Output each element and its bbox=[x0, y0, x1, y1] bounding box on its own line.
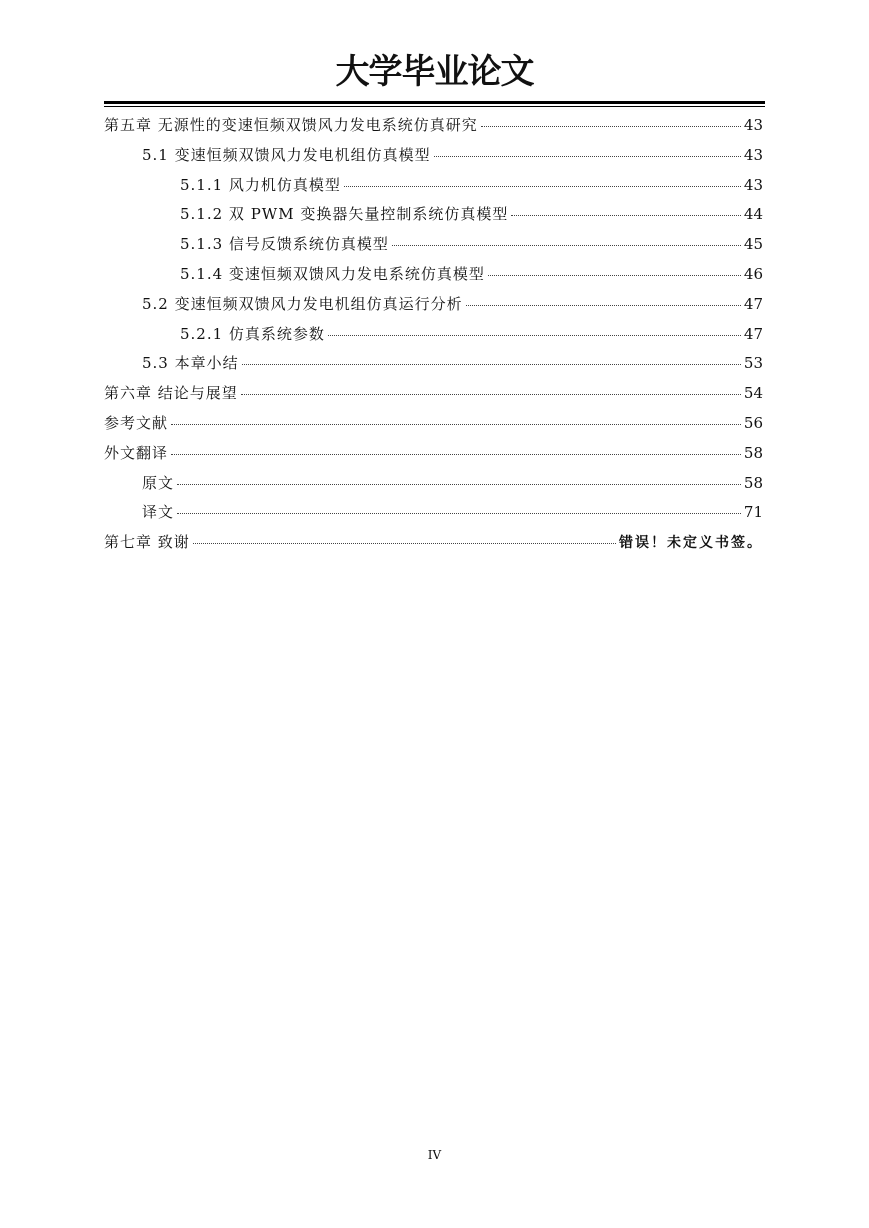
toc-entry[interactable] bbox=[142, 467, 763, 497]
toc-entry-label: 第七章 致谢 bbox=[104, 533, 190, 552]
toc-page-number: 54 bbox=[743, 384, 763, 403]
toc-dot-leader bbox=[481, 106, 741, 127]
toc-entry[interactable] bbox=[104, 437, 763, 467]
toc-entry-label: 外文翻译 bbox=[104, 443, 169, 462]
toc-page-number: 47 bbox=[743, 294, 763, 313]
toc-dot-leader bbox=[344, 166, 741, 187]
toc-dot-leader bbox=[241, 374, 741, 395]
toc-entry-label: 5.1.4 变速恒频双馈风力发电系统仿真模型 bbox=[180, 265, 485, 283]
toc-dot-leader bbox=[171, 434, 741, 455]
toc-dot-leader bbox=[488, 255, 741, 276]
toc-dot-leader bbox=[466, 285, 741, 306]
toc-entry[interactable] bbox=[104, 526, 763, 556]
toc-page-number: 56 bbox=[743, 414, 763, 432]
page-number: IV bbox=[427, 1148, 442, 1162]
toc-error-message: 错误！未定义书签。 bbox=[619, 535, 763, 552]
toc-entry[interactable] bbox=[104, 377, 763, 407]
toc-page-number: 44 bbox=[743, 205, 763, 224]
toc-entry-label: 原文 bbox=[142, 473, 175, 492]
toc-entry[interactable] bbox=[142, 288, 763, 318]
toc-entry-label: 5.1.3 信号反馈系统仿真模型 bbox=[180, 235, 389, 254]
toc-page-number: 43 bbox=[743, 145, 763, 164]
toc-entry[interactable] bbox=[104, 407, 763, 437]
toc-entry[interactable] bbox=[142, 347, 763, 377]
toc-page-number: 58 bbox=[743, 443, 763, 462]
toc-dot-leader bbox=[171, 404, 741, 425]
toc-entry-label: 5.1.2 双 PWM 变换器矢量控制系统仿真模型 bbox=[180, 205, 509, 224]
toc-entry-label: 5.2.1 仿真系统参数 bbox=[180, 324, 325, 343]
toc-dot-leader bbox=[193, 523, 616, 544]
toc-entry-label: 译文 bbox=[142, 503, 175, 522]
toc-entry-label: 5.3 本章小结 bbox=[142, 354, 239, 373]
toc-entry[interactable] bbox=[180, 228, 763, 258]
toc-page-number: 47 bbox=[743, 324, 763, 343]
toc-page-number: 71 bbox=[743, 503, 763, 522]
toc-entry[interactable] bbox=[142, 496, 763, 526]
toc-dot-leader bbox=[177, 493, 741, 514]
toc-dot-leader bbox=[328, 315, 741, 336]
toc-entry-label: 5.1.1 风力机仿真模型 bbox=[180, 175, 341, 194]
toc-dot-leader bbox=[511, 195, 741, 216]
toc-entry[interactable] bbox=[104, 109, 763, 139]
toc-page-number: 43 bbox=[743, 116, 763, 134]
toc-entry-label: 第六章 结论与展望 bbox=[104, 384, 238, 403]
header-rule-thick bbox=[104, 101, 765, 104]
toc-dot-leader bbox=[242, 344, 741, 365]
toc-dot-leader bbox=[434, 136, 741, 157]
toc-entry[interactable] bbox=[180, 318, 763, 348]
toc-entry-label: 参考文献 bbox=[104, 414, 169, 432]
page-header-title: 大学毕业论文 bbox=[335, 52, 534, 92]
toc-entry-label: 第五章 无源性的变速恒频双馈风力发电系统仿真研究 bbox=[104, 116, 478, 134]
toc-entry[interactable] bbox=[142, 139, 763, 169]
toc-page-number: 58 bbox=[743, 473, 763, 492]
toc-dot-leader bbox=[177, 464, 741, 485]
toc-page-number: 46 bbox=[743, 265, 763, 283]
toc-dot-leader bbox=[392, 225, 741, 246]
toc-page-number: 45 bbox=[743, 235, 763, 254]
toc-page-number: 43 bbox=[743, 175, 763, 194]
toc-entry[interactable] bbox=[180, 258, 763, 288]
toc-entry[interactable] bbox=[180, 169, 763, 199]
toc-page-number: 53 bbox=[743, 354, 763, 373]
toc-entry-label: 5.2 变速恒频双馈风力发电机组仿真运行分析 bbox=[142, 294, 463, 313]
toc-entry[interactable] bbox=[180, 198, 763, 228]
toc-entry-label: 5.1 变速恒频双馈风力发电机组仿真模型 bbox=[142, 145, 431, 164]
